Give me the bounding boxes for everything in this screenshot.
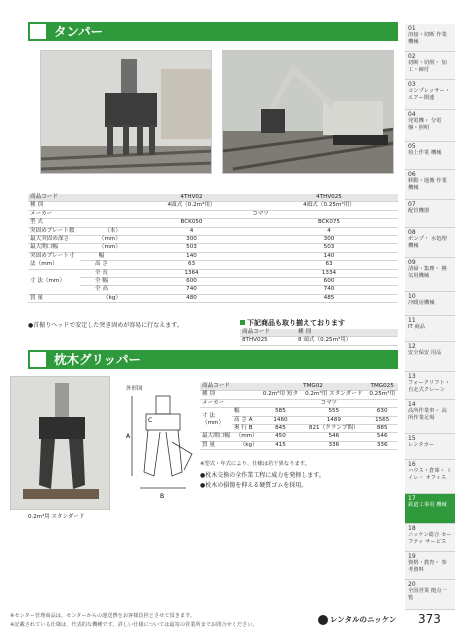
sidebar-item-12[interactable] — [405, 342, 455, 372]
sidebar-item-13[interactable] — [405, 372, 455, 400]
sidebar-item-20[interactable] — [405, 580, 455, 610]
sidebar-item-label: 高所作業車・ 高所作業足場 — [408, 408, 447, 421]
table-row — [28, 294, 398, 302]
table-row — [200, 399, 398, 407]
row-unit — [80, 219, 123, 227]
table-row — [200, 441, 398, 449]
title-square-icon — [30, 352, 46, 367]
sidebar-item-08[interactable] — [405, 228, 455, 258]
cell: 4頭式（0.2m³用） — [123, 202, 260, 210]
sidebar-item-11[interactable] — [405, 316, 455, 342]
header-cell: TMG02 — [260, 383, 367, 391]
cell: 8 頭式（0.25m³用） — [296, 337, 398, 345]
cell: 140 — [260, 252, 398, 260]
sidebar-item-number: 15 — [408, 435, 416, 442]
table-row — [28, 261, 398, 269]
table-row — [28, 227, 398, 235]
related-square-icon — [240, 320, 245, 325]
sidebar-item-number: 14 — [408, 401, 416, 408]
dim-label-a: A — [126, 433, 131, 440]
table-row — [28, 252, 398, 260]
sidebar-item-label: IT 商品 — [408, 324, 426, 331]
related-title-text: 下記商品も取り揃えております — [247, 319, 345, 327]
row-label: 種 別 — [200, 391, 260, 399]
sidebar-item-label: 移動・運搬 作業機械 — [408, 178, 447, 191]
cell: コマツ — [123, 210, 398, 218]
table-row — [200, 408, 398, 416]
row-unit: （kg） — [232, 441, 260, 449]
table-header-row — [200, 383, 398, 391]
cell: 1334 — [260, 269, 398, 277]
sidebar-item-label: 発電機・ 分電盤・照明 — [408, 118, 442, 131]
sidebar-item-number: 06 — [408, 171, 416, 178]
dim-label-b: B — [160, 493, 165, 500]
sidebar-item-label: コンプレッサー・ エアー関連 — [408, 88, 451, 101]
row-sublabel: 幅 — [80, 252, 123, 260]
cell: 1364 — [123, 269, 260, 277]
sidebar-item-04[interactable] — [405, 110, 455, 142]
cell: 740 — [260, 286, 398, 294]
tamper-spec-table — [28, 194, 398, 303]
cell: 0.2m³用 スタンダード — [301, 391, 366, 399]
table-row — [200, 433, 398, 441]
cell: 336 — [301, 441, 366, 449]
gripper-outline-diagram — [122, 392, 200, 502]
sidebar-item-05[interactable] — [405, 142, 455, 170]
logo-mark-icon — [318, 615, 328, 625]
sidebar-item-number: 08 — [408, 229, 416, 236]
dim-label-c: C — [148, 417, 153, 424]
row-label: 質 量 — [28, 294, 80, 302]
gripper-title: 枕木グリッパー — [54, 352, 142, 367]
cell: 336 — [366, 441, 398, 449]
gripper-photo — [10, 376, 110, 510]
gripper-note-2: ●枕木の損傷を抑える硬質ゴムを採用。 — [200, 482, 308, 489]
cell: 630 — [366, 408, 398, 416]
header-cell: 種 別 — [296, 329, 398, 337]
cell: 140 — [123, 252, 260, 260]
row-label: 最大開口幅 — [28, 244, 80, 252]
row-label: メーカー — [28, 210, 80, 218]
table-row — [200, 391, 398, 399]
cell: 546 — [301, 433, 366, 441]
sidebar-item-label: ポンプ・ 水処理機械 — [408, 236, 447, 249]
sidebar-item-number: 03 — [408, 81, 416, 88]
row-sublabel: 高 さ — [80, 261, 123, 269]
sidebar-item-14[interactable] — [405, 400, 455, 434]
figure-label: 外形図 — [126, 386, 143, 392]
header-cell: 商品コード — [200, 383, 260, 391]
row-label: 最大開口幅 — [202, 433, 230, 440]
cell: 485 — [260, 294, 398, 302]
related-title — [240, 318, 345, 328]
row-label: 突固めプレート寸法（mm） — [28, 252, 80, 269]
sidebar-item-label: 切断・切削・ 加工・締付 — [408, 60, 447, 73]
sidebar-item-label: 冷暖房機械 — [408, 300, 435, 307]
sidebar-item-label: 荷上作業 機械 — [408, 150, 442, 157]
sidebar-item-03[interactable] — [405, 80, 455, 110]
cell: 585 — [260, 408, 302, 416]
sidebar-item-number: 20 — [408, 581, 416, 588]
sidebar-item-06[interactable] — [405, 170, 455, 200]
page-number: 373 — [418, 612, 441, 626]
sidebar-item-number: 17 — [408, 495, 416, 502]
gripper-spec-table — [200, 383, 398, 450]
row-label: 種 別 — [28, 202, 80, 210]
row-unit: （本） — [80, 227, 123, 235]
cell: 450 — [260, 433, 302, 441]
row-sublabel: 幅 — [232, 408, 260, 416]
table-header-row — [240, 329, 398, 337]
sidebar-item-07[interactable] — [405, 200, 455, 228]
cell: 4頭式（0.25m³用） — [260, 202, 398, 210]
sidebar-item-number: 10 — [408, 293, 416, 300]
sidebar-item-09[interactable] — [405, 258, 455, 292]
cell: 0.25m³用 — [366, 391, 398, 399]
table-header-row — [28, 194, 398, 202]
cell: 0.2m³用 短タ — [260, 391, 302, 399]
row-sublabel: 奥 行 B — [232, 425, 260, 433]
sidebar-item-10[interactable] — [405, 292, 455, 316]
table-row — [28, 278, 398, 286]
row-sublabel: 全 幅 — [80, 278, 123, 286]
sidebar-item-02[interactable] — [405, 52, 455, 80]
row-label: 型 式 — [28, 219, 80, 227]
sidebar-item-label: 配管機器 — [408, 208, 430, 215]
row-sublabel: 高 さ A — [232, 416, 260, 424]
cell: 503 — [123, 244, 260, 252]
sidebar-item-label: フォークリフト・ 自走式クレーン — [408, 380, 451, 393]
sidebar-item-number: 19 — [408, 553, 416, 560]
row-sublabel: 全 高 — [80, 286, 123, 294]
sidebar-item-number: 12 — [408, 343, 416, 350]
gripper-photo-caption: 0.2m³用 スタンダード — [28, 514, 85, 520]
tamper-excavator-closeup-image — [41, 51, 212, 174]
sidebar-item-label: 安全保安 用品 — [408, 350, 442, 357]
cell: 885 — [366, 425, 398, 433]
sidebar-item-label: 鉄道工事用 機械 — [408, 502, 447, 509]
tamper-title: タンパー — [54, 24, 104, 39]
header-cell: 商品コード — [28, 194, 123, 202]
cell: 415 — [260, 441, 302, 449]
row-unit: （mm） — [232, 433, 260, 441]
gripper-footnote: ※型式・年式により、仕様は若干異なります。 — [200, 461, 310, 467]
cell: 1460 — [260, 416, 302, 424]
sidebar-item-number: 02 — [408, 53, 416, 60]
table-row — [28, 202, 398, 210]
tamper-photo-1 — [40, 50, 212, 174]
table-row — [28, 236, 398, 244]
cell: コマツ — [260, 399, 398, 407]
tamper-note: ●首振りヘッドで安定した突き固めが容易に行なえます。 — [28, 322, 183, 329]
cell: BCK050 — [123, 219, 260, 227]
header-cell: 4THV025 — [260, 194, 398, 202]
cell: 546 — [366, 433, 398, 441]
table-row — [28, 219, 398, 227]
sidebar-item-label: ハウス・倉庫・ トイレ・ オフィス — [408, 468, 452, 481]
cell: 600 — [260, 278, 398, 286]
sidebar-item-18[interactable] — [405, 524, 455, 552]
gripper-image — [11, 377, 110, 510]
tamper-photo-2 — [222, 50, 394, 174]
row-unit — [80, 210, 123, 218]
sidebar-item-number: 01 — [408, 25, 416, 32]
sidebar-item-number: 18 — [408, 525, 416, 532]
sidebar-item-number: 16 — [408, 461, 416, 468]
cell: 300 — [123, 236, 260, 244]
cell: 1489 — [301, 416, 366, 424]
cell: 63 — [260, 261, 398, 269]
tamper-excavator-rail-image — [223, 51, 394, 174]
cell: 63 — [123, 261, 260, 269]
section-title-gripper — [28, 350, 398, 369]
title-square-icon — [30, 24, 46, 39]
header-cell: TMG025 — [366, 383, 398, 391]
sidebar-item-label: 資格・教育・ 参考資料 — [408, 560, 447, 573]
table-row — [28, 286, 398, 294]
sidebar-item-number: 09 — [408, 259, 416, 266]
company-logo — [318, 614, 396, 625]
cell: 845 — [260, 425, 302, 433]
cell: 8THV025 — [240, 337, 296, 345]
table-row — [240, 337, 398, 345]
cell: 480 — [123, 294, 260, 302]
cell: 503 — [260, 244, 398, 252]
cell: 740 — [123, 286, 260, 294]
sidebar-item-15[interactable] — [405, 434, 455, 460]
sidebar-item-16[interactable] — [405, 460, 455, 494]
sidebar-item-01[interactable] — [405, 24, 455, 52]
cell: 300 — [260, 236, 398, 244]
section-title-tamper — [28, 22, 398, 41]
row-label: 質 量 — [200, 441, 232, 449]
sidebar-item-label: 清掃・集塵・ 換気用機械 — [408, 266, 447, 279]
sidebar-item-number: 04 — [408, 111, 416, 118]
footer-note-2: ※記載されている仕様は、代表的な機種です。詳しい仕様については最寄の営業所までお問合せください。 — [10, 622, 258, 628]
row-label: 突固めプレート数 — [28, 227, 80, 235]
row-unit: （kg） — [80, 294, 123, 302]
row-sublabel: 全 長 — [80, 269, 123, 277]
sidebar-item-17[interactable] — [405, 494, 455, 524]
gripper-note-1: ●枕木交換の全作業工程に威力を発揮します。 — [200, 472, 325, 479]
cell: 1565 — [366, 416, 398, 424]
row-label: 最大突固め深さ — [28, 236, 80, 244]
sidebar-item-label: 全国営業 拠点一覧 — [408, 588, 447, 601]
sidebar-item-number: 05 — [408, 143, 416, 150]
cell: 555 — [301, 408, 366, 416]
header-cell: 商品コード — [240, 329, 296, 337]
sidebar-item-label: 溶接・切断 作業機械 — [408, 32, 447, 45]
table-row — [28, 210, 398, 218]
cell: 4 — [260, 227, 398, 235]
header-cell: 4THV02 — [123, 194, 260, 202]
row-label: 寸 法（mm） — [28, 269, 80, 294]
row-unit: （mm） — [80, 244, 123, 252]
related-table — [240, 329, 398, 346]
sidebar-item-number: 13 — [408, 373, 416, 380]
sidebar-item-label: ニッケン総合 セーフティ サービス — [408, 532, 452, 545]
sidebar-item-19[interactable] — [405, 552, 455, 580]
row-label: メーカー — [200, 399, 260, 407]
chapter-sidebar — [405, 0, 455, 644]
sidebar-item-number: 11 — [408, 317, 416, 324]
row-label: 寸 法（mm） — [200, 408, 232, 433]
sidebar-item-number: 07 — [408, 201, 416, 208]
cell: BCK075 — [260, 219, 398, 227]
table-row — [28, 269, 398, 277]
sidebar-item-label: レンタカー — [408, 442, 435, 449]
cell: 4 — [123, 227, 260, 235]
cell: 821（クランプ間） — [301, 425, 366, 433]
row-unit: （mm） — [80, 236, 123, 244]
row-unit — [80, 202, 123, 210]
table-row — [28, 244, 398, 252]
footer-note-1: ※センター管理商品は、センターからの運送費をお客様負担とさせて頂きます。 — [10, 613, 196, 619]
cell: 600 — [123, 278, 260, 286]
logo-text: レンタルのニッケン — [330, 615, 397, 624]
